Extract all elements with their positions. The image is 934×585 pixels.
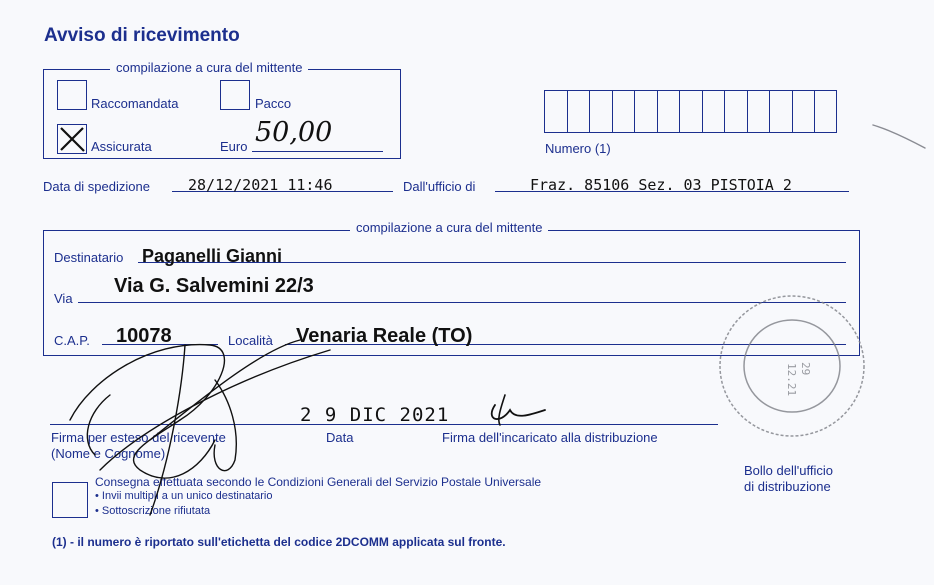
cap-value: 10078 [116,325,172,347]
via-label: Via [54,291,73,306]
data-spedizione-label: Data di spedizione [43,179,150,194]
consegna-line2: • Invii multipli a un unico destinatario [95,490,273,502]
data-ricezione-label: Data [326,430,354,445]
numero-label: Numero (1) [545,141,611,156]
check-x-icon [58,125,86,153]
euro-value: 50,00 [255,117,333,148]
consegna-line1: Consegna effettuata secondo le Condizioni Generali del Servizio Postale Universale [95,475,542,489]
data-spedizione-value: 28/12/2021 11:46 [188,176,333,194]
recipient-legend: compilazione a cura del mittente [350,220,548,235]
destinatario-value: Paganelli Gianni [142,246,283,266]
assicurata-checkbox[interactable] [57,124,87,154]
via-value: Via G. Salvemini 22/3 [114,275,314,297]
localita-label: Località [228,333,273,348]
sender-legend: compilazione a cura del mittente [110,60,308,75]
stamped-date: 2 9 DIC 2021 [300,404,450,426]
destinatario-label: Destinatario [54,250,124,265]
ufficio-value: Fraz. 85106 Sez. 03 PISTOIA 2 [530,176,792,194]
bollo-label-2: di distribuzione [744,479,831,494]
pacco-checkbox[interactable] [220,80,250,110]
euro-label: Euro [220,139,248,154]
assicurata-label: Assicurata [91,139,152,154]
firma-ricevente-label: Firma per esteso del ricevente [51,430,226,445]
pacco-label: Pacco [255,96,292,111]
ufficio-label: Dall'ufficio di [403,179,476,194]
footnote: (1) - il numero è riportato sull'etichetta del codice 2DCOMM applicata sul fronte. [52,535,506,549]
nome-cognome-label: (Nome e Cognome) [51,446,166,461]
cap-label: C.A.P. [54,333,90,348]
page-title: Avviso di ricevimento [44,25,240,46]
postmark-stamp [710,288,875,443]
firma-incaricato-label: Firma dell'incaricato alla distribuzione [442,430,658,445]
consegna-checkbox[interactable] [52,482,88,518]
consegna-line3: • Sottoscrizione rifiutata [95,505,211,517]
svg-text:29: 29 [799,362,812,376]
euro-line [252,151,383,152]
raccomandata-checkbox[interactable] [57,80,87,110]
svg-text:12.21: 12.21 [785,363,798,397]
bollo-label-1: Bollo dell'ufficio [744,463,833,478]
numero-cells [544,90,837,133]
localita-value: Venaria Reale (TO) [296,325,473,347]
raccomandata-label: Raccomandata [91,96,179,111]
